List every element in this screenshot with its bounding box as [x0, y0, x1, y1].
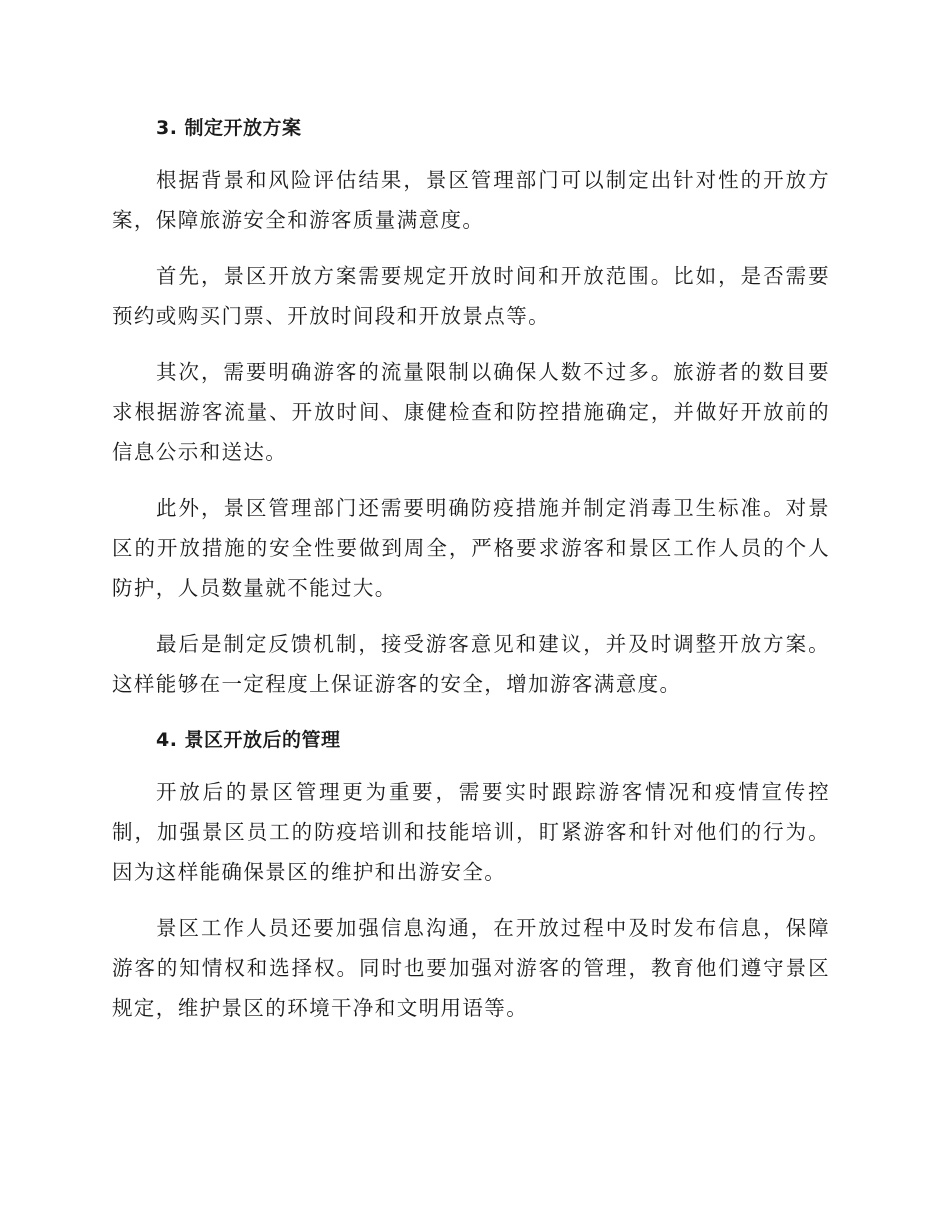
section-heading-3: 3. 制定开放方案: [156, 117, 302, 139]
paragraph: 此外，景区管理部门还需要明确防疫措施并制定消毒卫生标准。对景区的开放措施的安全性要做到周全，严格要求游客和景区工作人员的个人防护，人员数量就不能过大。: [112, 496, 830, 600]
document-page: [112, 108, 830, 1028]
paragraph: 景区工作人员还要加强信息沟通，在开放过程中及时发布信息，保障游客的知情权和选择权。同时也要加强对游客的管理，教育他们遵守景区规定，维护景区的环境干净和文明用语等。: [112, 916, 830, 1020]
paragraph: 其次，需要明确游客的流量限制以确保人数不过多。旅游者的数目要求根据游客流量、开放时间、康健检查和防控措施确定，并做好开放前的信息公示和送达。: [112, 360, 830, 464]
paragraph: 最后是制定反馈机制，接受游客意见和建议，并及时调整开放方案。这样能够在一定程度上保证游客的安全，增加游客满意度。: [112, 632, 830, 696]
section-heading-4: 4. 景区开放后的管理: [156, 729, 341, 751]
paragraph: 首先，景区开放方案需要规定开放时间和开放范围。比如，是否需要预约或购买门票、开放时间段和开放景点等。: [112, 264, 830, 328]
paragraph: 根据背景和风险评估结果，景区管理部门可以制定出针对性的开放方案，保障旅游安全和游客质量满意度。: [112, 168, 830, 232]
paragraph: 开放后的景区管理更为重要，需要实时跟踪游客情况和疫情宣传控制，加强景区员工的防疫培训和技能培训，盯紧游客和针对他们的行为。因为这样能确保景区的维护和出游安全。: [112, 780, 830, 884]
